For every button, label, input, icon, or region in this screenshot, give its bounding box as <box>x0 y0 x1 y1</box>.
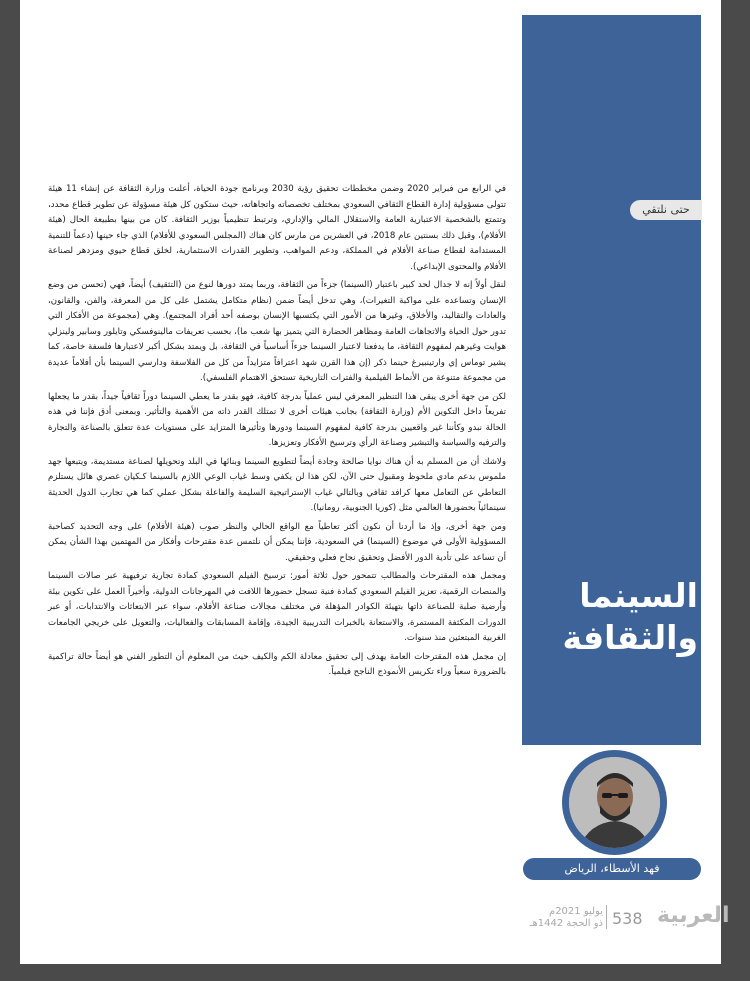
issue-date-hijri: ذو الحجة 1442هـ <box>529 918 603 929</box>
footer-divider <box>606 905 607 929</box>
title-line-1: السينما <box>579 576 698 615</box>
issue-date-gregorian: يوليو 2021م <box>548 906 603 917</box>
paragraph: إن مجمل هذه المقترحات العامة يهدف إلى تحقيق معادلة الكم والكيف حيث من المعلوم أن التطور الفني هو أيضاً حالة تراكمية بالضرورة سعياً وراء تكريس الأنموذج الناجح فيلمياً. <box>48 651 506 677</box>
author-photo <box>569 757 660 848</box>
title-line-2: والثقافة <box>562 618 698 657</box>
section-tag: حتى نلتقي <box>630 200 702 220</box>
paragraph: ومجمل هذه المقترحات والمطالب تتمحور حول ثلاثة أمور: ترسيخ الفيلم السعودي كمادة تجارية ترفيهية عبر صالات السينما والمنصات الرقمية، تعزيز الفيلم السعودي كمادة فنية تسجل حضورها اللافت في المهرجانات الدولية، وأخيراً العمل على تكوين بيئة وأرضية صلبة للصناعة ذاتها بتهيئة الكوادر المؤهلة في مختلف مجالات صناعة الأفلام، سواء عبر الابتعاثات والانتدابات، أو عبر الدورات المكثفة المستمرة، والاستعانة بالخبرات التدريبية الجيدة، وإقامة المسابقات والفعاليات، والتعويل على خريجي الجامعات الغربية المبتعثين منذ سنوات. <box>48 571 506 643</box>
paragraph: ولاشك أن من المسلم به أن هناك نوايا صالحة وجادة أيضاً لتطويع السينما وبنائها في البلد وتحويلها لصناعة مستديمة، ويتبعها جهد ملموس بدعم مادي ملحوظ ومقبول حتى الآن، لكن هذا لن يكفي وسط غياب الوعي اللازم بالسينما كـكيان عصري هائل يستلزم التعاطي عن التعامل معها كرافد ثقافي وبالتالي غياب الإستراتيجية السليمة والفاعلة بشكل عملي كما هي تجارب الدول الحديثة سينمائياً بحضورها العالمي مثل (كوريا الجنوبية، رومانيا). <box>48 456 506 513</box>
magazine-logo: العربية <box>657 903 730 928</box>
author-name: فهد الأسطاء، الرياض <box>523 858 701 880</box>
article-title <box>538 575 698 659</box>
paragraph: لكن من جهة أخرى يبقى هذا التنظير المعرفي ليس عملياً بدرجة كافية، فهو بقدر ما يعطي السينما دوراً ثقافياً جيداً، بقدر ما يجعلها تفريعاً داخل التكوين الأم (وزارة الثقافة) بجانب هيئات أخرى لا تمتلك القدر ذاته من الأهمية والتأثير. وبمعنى أدق فإننا في هذه الحالة نبدو وكأننا غير واقعيين بدرجة كافية لمفهوم السينما ودورها وتأثيرها المتزايد على مستويات عدة تتعلق بالصناعة والتجارة والترفيه والسياسة والتبشير وصناعة الرأي وترسيخ الأفكار وتعزيزها. <box>48 391 506 448</box>
page-number: 538 <box>612 909 643 928</box>
article-body <box>48 182 506 684</box>
paragraph: في الرابع من فبراير 2020 وضمن مخططات تحقيق رؤية 2030 وبرنامج جودة الحياة، أعلنت وزارة الثقافة عن إنشاء 11 هيئة تتولى مسؤولية إدارة القطاع الثقافي السعودي بمختلف تخصصاته واتجاهاته، حيث ستكون كل هيئة مسؤولة عن تطوير قطاع محدد، وتتمتع بالشخصية الاعتبارية العامة والاستقلال المالي والإداري، وترتبط تنظيمياً بوزير الثقافة. كان من بينها بطبيعة الحال (هيئة الأفلام)، وقبل ذلك بسنتين عام 2018، في العشرين من مارس كان هناك (المجلس السعودي للأفلام) الذي جاء حينها (دعماً للتنمية المستدامة لقطاع صناعة الأفلام في المملكة، ودعم المواهب، وتطوير القدرات الاستثمارية، لخلق قطاع حيوي ومزدهر لصناعة الأفلام والمحتوى الإبداعي). <box>48 184 507 272</box>
magazine-page <box>20 0 730 964</box>
paragraph: لنقل أولاً إنه لا جدال لحد كبير باعتبار (السينما) جزءاً من الثقافة، وربما يمتد دورها لنوع من (التثقيف) أيضاً، فهي (تحسن من وضع الإنسان وتساعده على مواكبة التغيرات)، وهي تدخل أيضاً ضمن (نظام متكامل يشتمل على كل من المعرفة، والفن، والقانون، والعادات والتقاليد، والأخلاق، وغيرها من الأمور التي يكتسبها الإنسان بوصفه أحد أفراد المجتمع). وهي (مجموعة من الأفكار التي تدور حول الحياة والاتجاهات العامة ومظاهر الحضارة التي يتميز بها شعب ما)، بحسب تعريفات مالينوفسكي وتايلور وسابير ولينزلي هوايت وغيرهم لمفهوم الثقافة، ما يدفعنا لاعتبار السينما جزءاً أساسياً في الثقافة، بل ويمتد بشكل أكبر لاعتبارها فلسفة خاصة، كما يشير توماس إي وارتينبيرغ حينما ذكر (إن هذا القرن شهد اعترافاً متزايداً من كل من الفلاسفة ودارسي السينما بأن أفلاماً عديدة من مجموعة متنوعة من الأنماط الفيلمية والفترات التاريخية تستحق الاهتمام الفلسفي). <box>48 280 506 383</box>
paragraph: ومن جهة أخرى، وإذ ما أردنا أن نكون أكثر تعاطياً مع الواقع الحالي والنظر صوب (هيئة الأفلام) على وجه التحديد كصاحبة المسؤولية الأولى في موضوع (السينما) في السعودية، فإننا يمكن أن نلتمس عدة مقترحات وأفكار من المهتمين بهذا الشأن يمكن أن تساعد على تأدية الدور الأفضل وتحقيق نجاح فعلي وحقيقي. <box>48 521 506 563</box>
author-portrait-icon <box>569 757 660 848</box>
